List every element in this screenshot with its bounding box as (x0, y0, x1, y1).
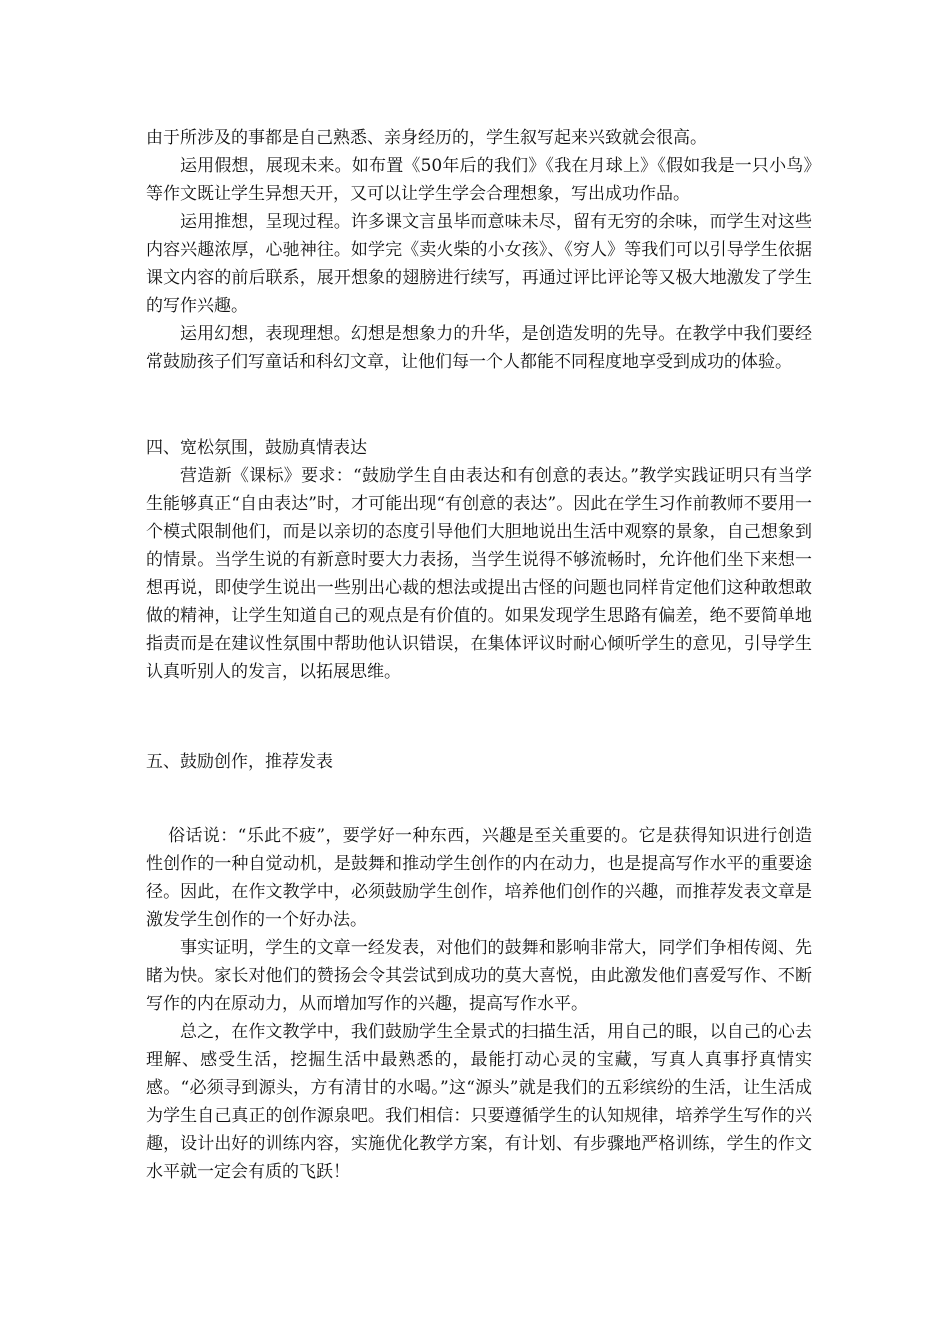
paragraph-conclusion: 总之，在作文教学中，我们鼓励学生全景式的扫描生活，用自己的眼，以自己的心去理解、感受生活，挖掘生活中最熟悉的，最能打动心灵的宝藏，写真人真事抒真情实感。“必须寻到源头，方有清甘的水喝。”这“源头”就是我们的五彩缤纷的生活，让生活成为学生自己真正的创作源泉吧。我们相信：只要遵循学生的认知规律，培养学生写作的兴趣，设计出好的训练内容，实施优化教学方案，有计划、有步骤地严格训练，学生的作文水平就一定会有质的飞跃！ (146, 1022, 812, 1182)
paragraph-imagination-fantasy: 运用幻想，表现理想。幻想是想象力的升华，是创造发明的先导。在教学中我们要经常鼓励孩子们写童话和科幻文章，让他们每一个人都能不同程度地享受到成功的体验。 (146, 324, 812, 372)
paragraph-continuation: 由于所涉及的事都是自己熟悉、亲身经历的，学生叙写起来兴致就会很高。 (146, 128, 707, 148)
section-spacer (146, 686, 812, 748)
section-heading-5: 五、鼓励创作，推荐发表 (146, 752, 333, 772)
paragraph-imagination-future: 运用假想，展现未来。如布置《50年后的我们》《我在月球上》《假如我是一只小鸟》等作文既让学生异想天开，又可以让学生学会合理想象，写出成功作品。 (146, 156, 812, 204)
paragraph-free-expression: 营造新《课标》要求：“鼓励学生自由表达和有创意的表达。”教学实践证明只有当学生能够真正“自由表达”时，才可能出现“有创意的表达”。因此在学生习作前教师不要用一个模式限制他们，而是以亲切的态度引导他们大胆地说出生活中观察的景象，自己想象到的情景。当学生说的有新意时要大力表扬，当学生说得不够流畅时，允许他们坐下来想一想再说，即使学生说出一些别出心裁的想法或提出古怪的问题也同样肯定他们这种敢想敢做的精神，让学生知道自己的观点是有价值的。如果发现学生思路有偏差，绝不要简单地指责而是在建议性氛围中帮助他认识错误，在集体评议时耐心倾听学生的意见，引导学生认真听别人的发言，以拓展思维。 (146, 466, 812, 682)
section-spacer (146, 376, 812, 434)
document-body (146, 124, 812, 1186)
paragraph-publication: 事实证明，学生的文章一经发表，对他们的鼓舞和影响非常大，同学们争相传阅、先睹为快。家长对他们的赞扬会令其尝试到成功的莫大喜悦，由此激发他们喜爱写作、不断写作的内在原动力，从而增加写作的兴趣，提高写作水平。 (146, 938, 812, 1014)
section-spacer (146, 776, 812, 822)
paragraph-imagination-process: 运用推想，呈现过程。许多课文言虽毕而意味未尽，留有无穷的余味，而学生对这些内容兴趣浓厚，心驰神往。如学完《卖火柴的小女孩》、《穷人》等我们可以引导学生依据课文内容的前后联系，展开想象的翅膀进行续写，再通过评比评论等又极大地激发了学生的写作兴趣。 (146, 212, 812, 316)
paragraph-interest: 俗话说：“乐此不疲”，要学好一种东西，兴趣是至关重要的。它是获得知识进行创造性创作的一种自觉动机，是鼓舞和推动学生创作的内在动力，也是提高写作水平的重要途径。因此，在作文教学中，必须鼓励学生创作，培养他们创作的兴趣，而推荐发表文章是激发学生创作的一个好办法。 (146, 826, 812, 930)
section-heading-4: 四、宽松氛围，鼓励真情表达 (146, 438, 367, 458)
